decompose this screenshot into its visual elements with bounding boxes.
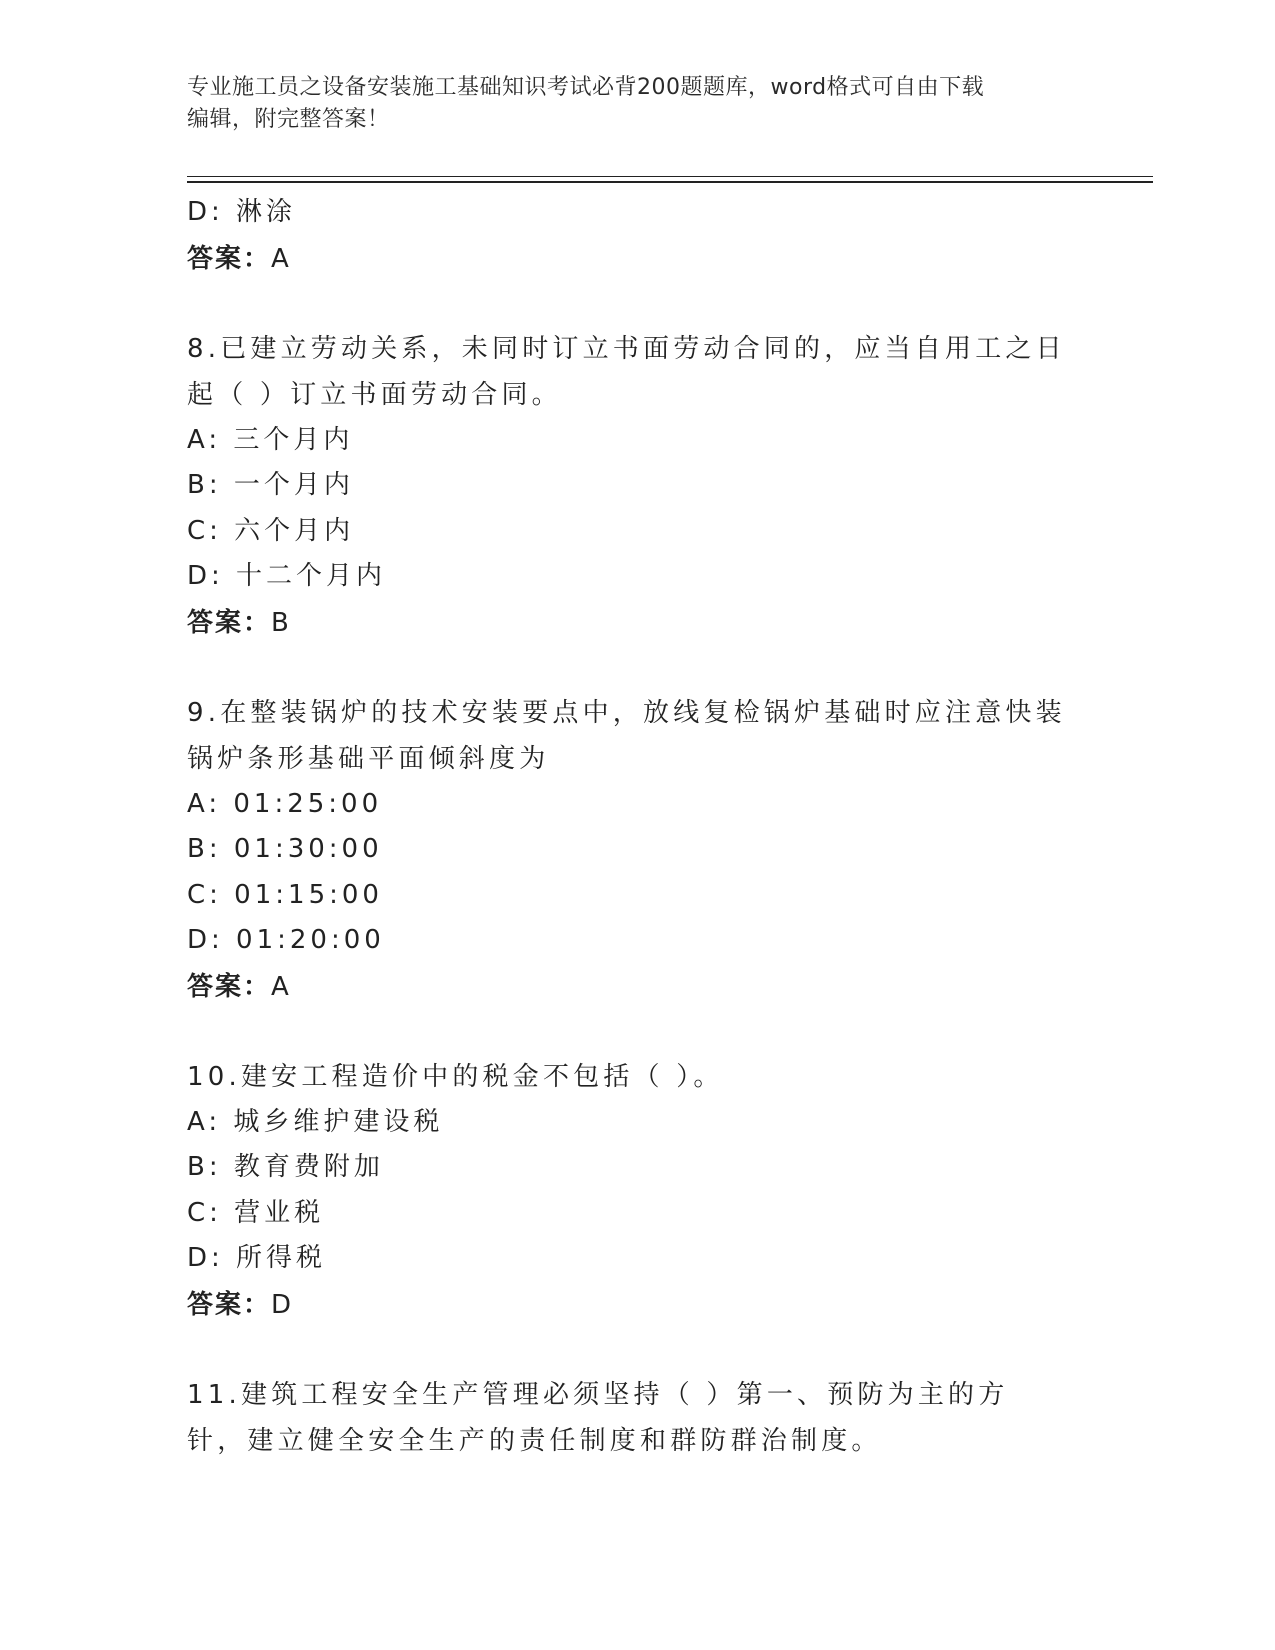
question-block-7-tail (187, 190, 1067, 282)
question-block-8 (187, 326, 1067, 646)
option-b: B: 01:30:00 (187, 834, 383, 864)
answer-label: 答案： (187, 971, 272, 1002)
question-text: 11.建筑工程安全生产管理必须坚持（ ）第一、预防为主的方针，建立健全安全生产的责任制度和群防群治制度。 (187, 1379, 1009, 1456)
option-a: A: 三个月内 (187, 424, 354, 455)
option-d: D: 淋涂 (187, 197, 297, 227)
answer-line (187, 964, 1067, 1010)
answer-label: 答案： (187, 243, 272, 274)
option-b: B: 教育费附加 (187, 1152, 384, 1182)
answer-value: A (271, 243, 291, 274)
answer-line (187, 1282, 1067, 1328)
option-d: D: 十二个月内 (187, 561, 387, 591)
option-a: A: 01:25:00 (187, 788, 383, 819)
answer-value: B (271, 607, 291, 638)
header-title-line-2: 编辑，附完整答案！ (187, 107, 390, 132)
question-text: 9.在整装锅炉的技术安装要点中，放线复检锅炉基础时应注意快装锅炉条形基础平面倾斜度为 (187, 697, 1066, 774)
question-block-11 (187, 1372, 1067, 1464)
header-divider-thin (187, 176, 1153, 177)
question-text: 10.建安工程造价中的税金不包括（ ）。 (187, 1061, 724, 1092)
header-divider-thick (187, 181, 1153, 183)
header-title-line-1: 专业施工员之设备安装施工基础知识考试必背200题题库，word格式可自由下载 (187, 75, 985, 100)
option-a: A: 城乡维护建设税 (187, 1106, 444, 1137)
option-c: C: 营业税 (187, 1197, 325, 1228)
document-header (187, 72, 1067, 136)
answer-label: 答案： (187, 607, 272, 638)
option-c: C: 六个月内 (187, 515, 355, 546)
answer-value: D (271, 1289, 294, 1320)
answer-line (187, 600, 1067, 646)
question-block-9 (187, 690, 1067, 1010)
answer-label: 答案： (187, 1289, 272, 1320)
option-b: B: 一个月内 (187, 470, 354, 500)
question-text: 8.已建立劳动关系，未同时订立书面劳动合同的，应当自用工之日起（ ）订立书面劳动合同。 (187, 333, 1066, 410)
option-d: D: 所得税 (187, 1243, 327, 1273)
option-d: D: 01:20:00 (187, 925, 385, 955)
option-c: C: 01:15:00 (187, 879, 383, 910)
answer-line (187, 236, 1067, 282)
answer-value: A (271, 971, 291, 1002)
question-list (187, 190, 1067, 1464)
question-block-10 (187, 1054, 1067, 1328)
